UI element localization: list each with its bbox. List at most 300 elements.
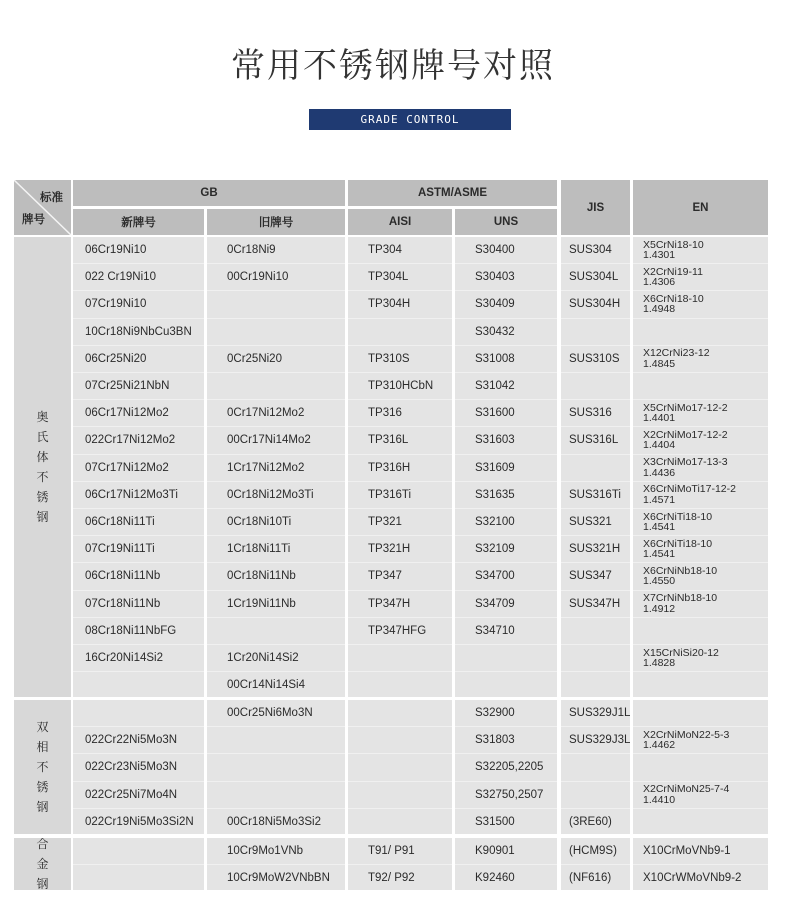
cell-uns: S31803: [475, 734, 515, 747]
cell-en: [633, 591, 768, 617]
header-uns: UNS: [455, 209, 557, 235]
row-separator: [348, 345, 452, 346]
cell-uns: S34700: [475, 570, 515, 583]
row-separator: [455, 562, 557, 563]
cell-gb-old: 0Cr17Ni12Mo2: [227, 407, 305, 420]
cell-gb-new: 06Cr19Ni10: [85, 244, 147, 257]
row-separator: [633, 318, 768, 319]
en-grade: X6CrNiTi18-10: [643, 537, 713, 550]
row-separator: [207, 399, 345, 400]
row-separator: [348, 590, 452, 591]
row-separator: [73, 617, 204, 618]
row-separator: [348, 671, 452, 672]
row-separator: [633, 864, 768, 865]
row-separator: [633, 617, 768, 618]
row-separator: [207, 590, 345, 591]
cell-jis: SUS347H: [569, 597, 621, 610]
en-number: 1.4404: [643, 439, 676, 452]
cell-gb-old: 10Cr9MoW2VNbBN: [227, 872, 330, 885]
cell-en: [633, 727, 768, 753]
row-separator: [348, 781, 452, 782]
row-separator: [561, 753, 630, 754]
row-separator: [633, 508, 768, 509]
row-separator: [633, 454, 768, 455]
row-separator: [455, 372, 557, 373]
header-corner: [14, 180, 71, 235]
row-separator: [73, 318, 204, 319]
row-separator: [348, 726, 452, 727]
row-separator: [561, 644, 630, 645]
row-separator: [348, 372, 452, 373]
cell-gb-new: 08Cr18Ni11NbFG: [85, 624, 177, 637]
en-grade: X6CrNi18-10: [643, 292, 704, 305]
row-separator: [455, 399, 557, 400]
cell-gb-new: 07Cr17Ni12Mo2: [85, 461, 169, 474]
en-grade: X7CrNiNb18-10: [643, 592, 718, 605]
cell-gb-new: 16Cr20Ni14Si2: [85, 652, 163, 665]
row-separator: [561, 590, 630, 591]
en-grade: X15CrNiSi20-12: [643, 646, 719, 659]
page-title: 常用不锈钢牌号对照: [231, 46, 555, 86]
header-gb: GB: [73, 180, 345, 206]
cell-jis: SUS304L: [569, 271, 619, 284]
row-separator: [207, 617, 345, 618]
row-separator: [561, 481, 630, 482]
cell-gb-new: 06Cr18Ni11Nb: [85, 570, 161, 583]
row-separator: [207, 781, 345, 782]
row-separator: [348, 644, 452, 645]
cell-aisi: TP347H: [368, 597, 411, 610]
row-separator: [73, 671, 204, 672]
cell-uns: S31635: [475, 488, 515, 501]
row-separator: [207, 318, 345, 319]
header-gb-new: 新牌号: [73, 209, 204, 235]
cell-uns: S32900: [475, 707, 515, 720]
row-separator: [73, 399, 204, 400]
row-separator: [348, 426, 452, 427]
row-separator: [73, 454, 204, 455]
cell-uns: S31609: [475, 461, 515, 474]
category-label: [14, 838, 71, 890]
row-separator: [561, 535, 630, 536]
row-separator: [73, 290, 204, 291]
column-block-gb-new: [73, 700, 204, 834]
row-separator: [73, 644, 204, 645]
cell-uns: S34710: [475, 624, 515, 637]
cell-gb-old: 0Cr18Ni9: [227, 244, 276, 257]
row-separator: [633, 290, 768, 291]
cell-gb-new: 07Cr25Ni21NbN: [85, 380, 170, 393]
cell-gb-new: 022Cr22Ni5Mo3N: [85, 734, 178, 747]
cell-uns: S32205,2205: [475, 761, 544, 774]
en-grade: X2CrNiMoN22-5-3: [643, 728, 730, 741]
cell-jis: SUS321H: [569, 543, 621, 556]
cell-aisi: TP321: [368, 516, 402, 529]
row-separator: [455, 345, 557, 346]
grade-control-banner: GRADE CONTROL: [309, 109, 511, 130]
column-block-en: [633, 237, 768, 697]
row-separator: [348, 864, 452, 865]
cell-en: [633, 509, 768, 535]
cell-gb-new: 022 Cr19Ni10: [85, 271, 156, 284]
row-separator: [455, 590, 557, 591]
category-label: [14, 237, 71, 697]
row-separator: [633, 426, 768, 427]
column-block-jis: [561, 838, 630, 890]
row-separator: [633, 481, 768, 482]
en-number: 1.4462: [643, 739, 676, 752]
header-gb-old: 旧牌号: [207, 209, 345, 235]
row-separator: [73, 426, 204, 427]
cell-aisi: TP304: [368, 244, 402, 257]
column-block-uns: [455, 237, 557, 697]
cell-en: [633, 838, 768, 864]
row-separator: [348, 263, 452, 264]
row-separator: [455, 864, 557, 865]
row-separator: [73, 864, 204, 865]
row-separator: [73, 808, 204, 809]
cell-uns: S30432: [475, 325, 515, 338]
cell-en: [633, 645, 768, 671]
row-separator: [561, 671, 630, 672]
row-separator: [633, 590, 768, 591]
cell-gb-old: 00Cr14Ni14Si4: [227, 679, 305, 692]
cell-uns: K90901: [475, 845, 515, 858]
cell-aisi: T92/ P92: [368, 872, 415, 885]
row-separator: [561, 808, 630, 809]
cell-gb-new: 06Cr18Ni11Ti: [85, 516, 155, 529]
cell-aisi: TP310HCbN: [368, 380, 434, 393]
row-separator: [455, 263, 557, 264]
row-separator: [561, 399, 630, 400]
cell-jis: (HCM9S): [569, 845, 617, 858]
column-block-aisi: [348, 237, 452, 697]
en-number: 1.4301: [643, 249, 676, 262]
row-separator: [207, 481, 345, 482]
cell-gb-old: 1Cr17Ni12Mo2: [227, 461, 305, 474]
cell-aisi: TP316: [368, 407, 402, 420]
row-separator: [348, 481, 452, 482]
row-separator: [561, 864, 630, 865]
column-block-uns: [455, 838, 557, 890]
corner-label-standard: 标准: [40, 192, 63, 204]
en-number: 1.4541: [643, 521, 676, 534]
cell-gb-new: 07Cr19Ni10: [85, 298, 147, 311]
row-separator: [455, 290, 557, 291]
row-separator: [207, 508, 345, 509]
column-block-jis: [561, 700, 630, 834]
en-grade: X5CrNiMo17-12-2: [643, 401, 728, 414]
cell-gb-new: 06Cr17Ni12Mo2: [85, 407, 169, 420]
cell-uns: S32100: [475, 516, 515, 529]
cell-aisi: TP310S: [368, 352, 410, 365]
row-separator: [207, 454, 345, 455]
row-separator: [561, 372, 630, 373]
row-separator: [455, 535, 557, 536]
cell-jis: SUS316: [569, 407, 612, 420]
en-grade: X6CrNiNb18-10: [643, 564, 718, 577]
cell-jis: SUS310S: [569, 352, 620, 365]
column-block-gb-new: [73, 838, 204, 890]
en-number: 1.4410: [643, 793, 676, 806]
header-en: EN: [633, 180, 768, 235]
cell-gb-new: 06Cr25Ni20: [85, 352, 147, 365]
row-separator: [207, 535, 345, 536]
cell-aisi: TP316Ti: [368, 488, 412, 501]
row-separator: [455, 671, 557, 672]
cell-jis: SUS304H: [569, 298, 621, 311]
row-separator: [207, 426, 345, 427]
cell-aisi: TP321H: [368, 543, 411, 556]
cell-en: [633, 400, 768, 426]
row-separator: [207, 644, 345, 645]
cell-jis: SUS316Ti: [569, 488, 621, 501]
cell-gb-new: 10Cr18Ni9NbCu3BN: [85, 325, 192, 338]
row-separator: [207, 263, 345, 264]
header-astm: ASTM/ASME: [348, 180, 557, 206]
row-separator: [207, 864, 345, 865]
cell-en: [633, 455, 768, 481]
column-block-en: [633, 700, 768, 834]
cell-uns: S30403: [475, 271, 515, 284]
en-grade: X2CrNiMoN25-7-4: [643, 783, 730, 796]
column-block-en: [633, 838, 768, 890]
row-separator: [348, 808, 452, 809]
cell-gb-new: 022Cr25Ni7Mo4N: [85, 788, 178, 801]
row-separator: [633, 753, 768, 754]
cell-uns: S31008: [475, 352, 515, 365]
row-separator: [73, 535, 204, 536]
cell-jis: SUS321: [569, 516, 612, 529]
en-grade: X10CrWMoVNb9-2: [643, 872, 742, 885]
row-separator: [348, 454, 452, 455]
en-grade: X6CrNiMoTi17-12-2: [643, 483, 736, 496]
en-number: 1.4541: [643, 548, 676, 561]
row-separator: [561, 290, 630, 291]
row-separator: [633, 808, 768, 809]
cell-uns: S31500: [475, 815, 515, 828]
row-separator: [455, 753, 557, 754]
cell-gb-new: 022Cr23Ni5Mo3N: [85, 761, 178, 774]
cell-uns: S31042: [475, 380, 515, 393]
row-separator: [348, 562, 452, 563]
cell-uns: S30409: [475, 298, 515, 311]
row-separator: [455, 808, 557, 809]
column-block-aisi: [348, 838, 452, 890]
en-grade: X2CrNi19-11: [643, 265, 703, 278]
row-separator: [561, 617, 630, 618]
cell-jis: (NF616): [569, 872, 612, 885]
row-separator: [633, 535, 768, 536]
cell-aisi: TP316H: [368, 461, 411, 474]
row-separator: [455, 481, 557, 482]
cell-jis: SUS329J3L: [569, 734, 630, 747]
cell-aisi: TP316L: [368, 434, 409, 447]
row-separator: [561, 508, 630, 509]
en-number: 1.4306: [643, 276, 676, 289]
cell-gb-old: 00Cr18Ni5Mo3Si2: [227, 815, 321, 828]
en-number: 1.4912: [643, 602, 676, 615]
cell-en: [633, 291, 768, 317]
row-separator: [207, 753, 345, 754]
row-separator: [207, 290, 345, 291]
row-separator: [73, 726, 204, 727]
cell-aisi: TP304L: [368, 271, 409, 284]
row-separator: [207, 562, 345, 563]
category-text: 双相不锈钢: [36, 720, 49, 814]
row-separator: [207, 345, 345, 346]
cell-uns: S32750,2507: [475, 788, 544, 801]
cell-en: [633, 237, 768, 263]
row-separator: [633, 644, 768, 645]
row-separator: [73, 753, 204, 754]
row-separator: [73, 345, 204, 346]
en-number: 1.4550: [643, 575, 676, 588]
cell-jis: SUS329J1L: [569, 707, 630, 720]
row-separator: [455, 454, 557, 455]
cell-gb-new: 06Cr17Ni12Mo3Ti: [85, 488, 178, 501]
row-separator: [633, 263, 768, 264]
cell-en: [633, 536, 768, 562]
row-separator: [633, 726, 768, 727]
column-block-jis: [561, 237, 630, 697]
en-grade: X3CrNiMo17-13-3: [643, 456, 728, 469]
row-separator: [633, 562, 768, 563]
en-grade: X10CrMoVNb9-1: [643, 844, 731, 857]
row-separator: [455, 508, 557, 509]
row-separator: [455, 426, 557, 427]
row-separator: [633, 372, 768, 373]
header-jis: JIS: [561, 180, 630, 235]
cell-gb-new: 07Cr18Ni11Nb: [85, 597, 161, 610]
cell-jis: (3RE60): [569, 815, 612, 828]
row-separator: [73, 781, 204, 782]
row-separator: [455, 617, 557, 618]
cell-aisi: T91/ P91: [368, 845, 415, 858]
cell-gb-old: 0Cr18Ni11Nb: [227, 570, 296, 583]
cell-gb-old: 0Cr18Ni12Mo3Ti: [227, 488, 314, 501]
en-grade: X12CrNi23-12: [643, 347, 710, 360]
en-number: 1.4948: [643, 303, 676, 316]
cell-aisi: TP304H: [368, 298, 411, 311]
cell-en: [633, 482, 768, 508]
cell-uns: S31603: [475, 434, 515, 447]
row-separator: [455, 726, 557, 727]
cell-uns: S32109: [475, 543, 515, 556]
en-grade: X2CrNiMo17-12-2: [643, 428, 728, 441]
cell-jis: SUS316L: [569, 434, 619, 447]
cell-gb-old: 10Cr9Mo1VNb: [227, 845, 304, 858]
row-separator: [561, 263, 630, 264]
row-separator: [633, 345, 768, 346]
en-number: 1.4436: [643, 466, 676, 479]
cell-uns: S34709: [475, 597, 515, 610]
row-separator: [348, 535, 452, 536]
cell-gb-new: 07Cr19Ni11Ti: [85, 543, 155, 556]
cell-gb-old: 00Cr25Ni6Mo3N: [227, 707, 313, 720]
row-separator: [561, 345, 630, 346]
row-separator: [633, 399, 768, 400]
cell-en: [633, 563, 768, 589]
row-separator: [348, 508, 452, 509]
category-text: 奥氏体不锈钢: [36, 410, 49, 525]
row-separator: [455, 781, 557, 782]
row-separator: [207, 808, 345, 809]
column-block-gb-new: [73, 237, 204, 697]
row-separator: [561, 454, 630, 455]
row-separator: [73, 481, 204, 482]
en-number: 1.4845: [643, 357, 676, 370]
row-separator: [73, 372, 204, 373]
column-block-gb-old: [207, 838, 345, 890]
cell-gb-old: 00Cr19Ni10: [227, 271, 289, 284]
en-number: 1.4571: [643, 493, 676, 506]
column-block-gb-old: [207, 237, 345, 697]
cell-jis: SUS347: [569, 570, 612, 583]
row-separator: [207, 726, 345, 727]
row-separator: [73, 508, 204, 509]
row-separator: [561, 726, 630, 727]
cell-aisi: TP347HFG: [368, 624, 427, 637]
en-number: 1.4828: [643, 657, 676, 670]
row-separator: [348, 290, 452, 291]
row-separator: [455, 318, 557, 319]
row-separator: [633, 781, 768, 782]
cell-uns: S30400: [475, 244, 515, 257]
cell-gb-old: 1Cr18Ni11Ti: [227, 543, 291, 556]
category-label: [14, 700, 71, 834]
column-block-aisi: [348, 700, 452, 834]
row-separator: [455, 644, 557, 645]
cell-uns: S31600: [475, 407, 515, 420]
cell-gb-old: 1Cr19Ni11Nb: [227, 597, 296, 610]
cell-gb-old: 1Cr20Ni14Si2: [227, 652, 299, 665]
cell-en: [633, 346, 768, 372]
corner-label-grade: 牌号: [22, 214, 45, 226]
row-separator: [348, 753, 452, 754]
row-separator: [561, 781, 630, 782]
column-block-uns: [455, 700, 557, 834]
row-separator: [207, 372, 345, 373]
row-separator: [73, 263, 204, 264]
en-grade: X5CrNi18-10: [643, 238, 704, 251]
cell-jis: SUS304: [569, 244, 612, 257]
row-separator: [73, 590, 204, 591]
category-text: 合金钢: [36, 838, 49, 891]
cell-gb-old: 00Cr17Ni14Mo2: [227, 434, 311, 447]
row-separator: [348, 617, 452, 618]
cell-gb-new: 022Cr19Ni5Mo3Si2N: [85, 815, 194, 828]
en-grade: X6CrNiTi18-10: [643, 510, 713, 523]
row-separator: [348, 318, 452, 319]
cell-gb-new: 022Cr17Ni12Mo2: [85, 434, 176, 447]
row-separator: [561, 562, 630, 563]
row-separator: [348, 399, 452, 400]
cell-uns: K92460: [475, 872, 515, 885]
cell-aisi: TP347: [368, 570, 402, 583]
row-separator: [633, 671, 768, 672]
row-separator: [207, 671, 345, 672]
cell-en: [633, 782, 768, 808]
cell-en: [633, 427, 768, 453]
cell-en: [633, 264, 768, 290]
row-separator: [561, 426, 630, 427]
cell-en: [633, 865, 768, 890]
cell-gb-old: 0Cr18Ni10Ti: [227, 516, 292, 529]
cell-gb-old: 0Cr25Ni20: [227, 352, 282, 365]
header-aisi: AISI: [348, 209, 452, 235]
column-block-gb-old: [207, 700, 345, 834]
